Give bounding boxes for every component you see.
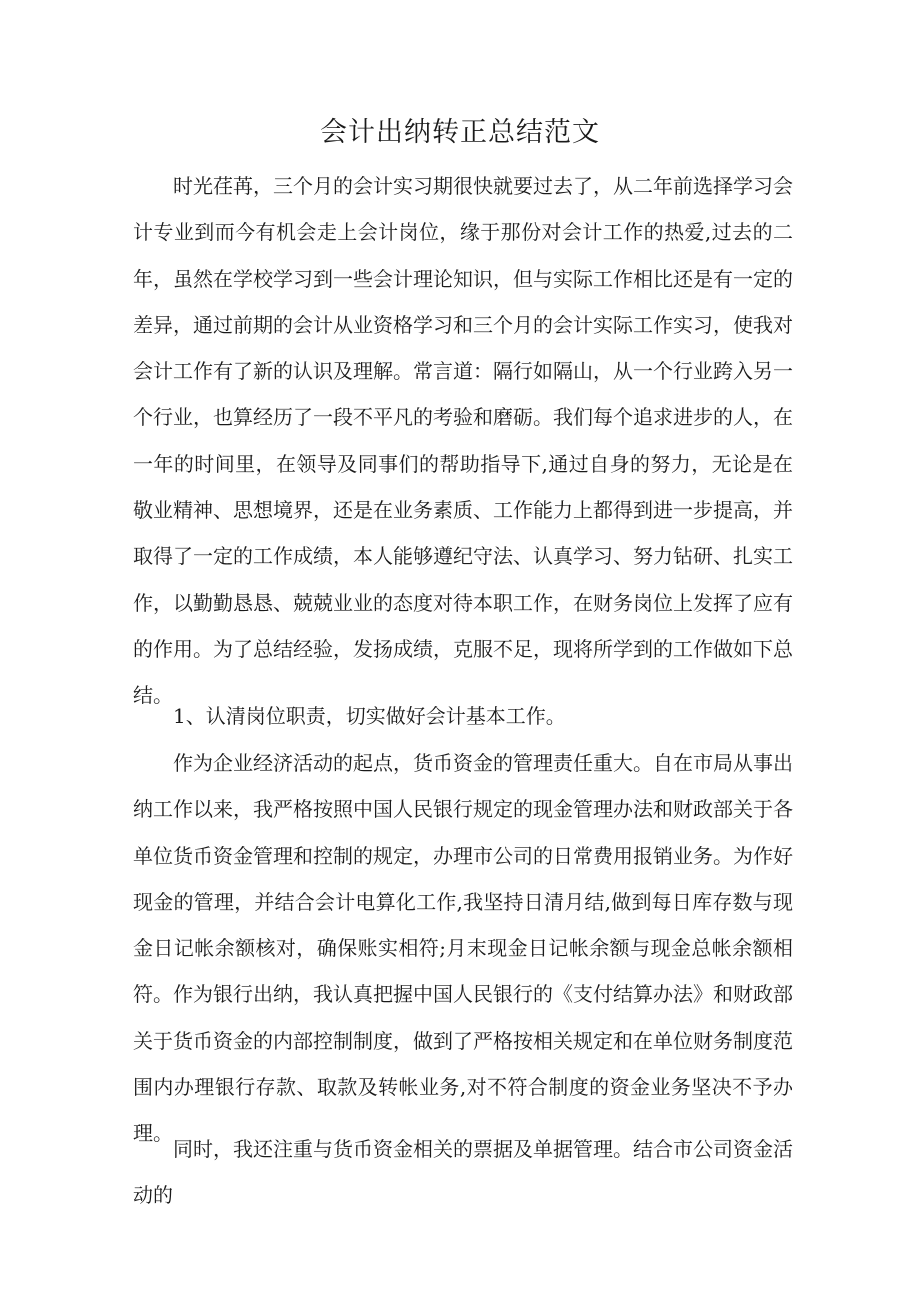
paragraph-intro: 时光荏苒，三个月的会计实习期很快就要过去了，从二年前选择学习会计专业到而今有机会走上会计岗位，缘于那份对会计工作的热爱,过去的二年，虽然在学校学习到一些会计理论知识，但与实际工作相比还是有一定的差异，通过前期的会计从业资格学习和三个月的会计实际工作实习，使我对会计工作有了新的认识及理解。常言道：隔行如隔山，从一个行业跨入另一个行业，也算经历了一段不平凡的考验和磨砺。我们每个追求进步的人，在一年的时间里，在领导及同事们的帮助指导下,通过自身的努力，无论是在敬业精神、思想境界，还是在业务素质、工作能力上都得到进一步提高，并取得了一定的工作成绩，本人能够遵纪守法、认真学习、努力钻研、扎实工作，以勤勤恳恳、兢兢业业的态度对待本职工作，在财务岗位上发挥了应有的作用。为了总结经验，发扬成绩，克服不足，现将所学到的工作做如下总结。 bbox=[133, 174, 793, 708]
section-heading-1: 1、认清岗位职责，切实做好会计基本工作。 bbox=[173, 704, 566, 728]
paragraph-cash-management: 作为企业经济活动的起点，货币资金的管理责任重大。自在市局从事出纳工作以来，我严格按照中国人民银行规定的现金管理办法和财政部关于各单位货币资金管理和控制的规定，办理市公司的日常费用报销业务。为作好现金的管理，并结合会计电算化工作,我坚持日清月结,做到每日库存数与现金日记帐余额核对，确保账实相符;月末现金日记帐余额与现金总帐余额相符。作为银行出纳，我认真把握中国人民银行的《支付结算办法》和财政部关于货币资金的内部控制制度，做到了严格按相关规定和在单位财务制度范围内办理银行存款、取款及转帐业务,对不符合制度的资金业务坚决不予办理。 bbox=[133, 751, 793, 1146]
document-title: 会计出纳转正总结范文 bbox=[320, 117, 600, 148]
paragraph-bills-management: 同时，我还注重与货币资金相关的票据及单据管理。结合市公司资金活动的 bbox=[133, 1137, 793, 1208]
